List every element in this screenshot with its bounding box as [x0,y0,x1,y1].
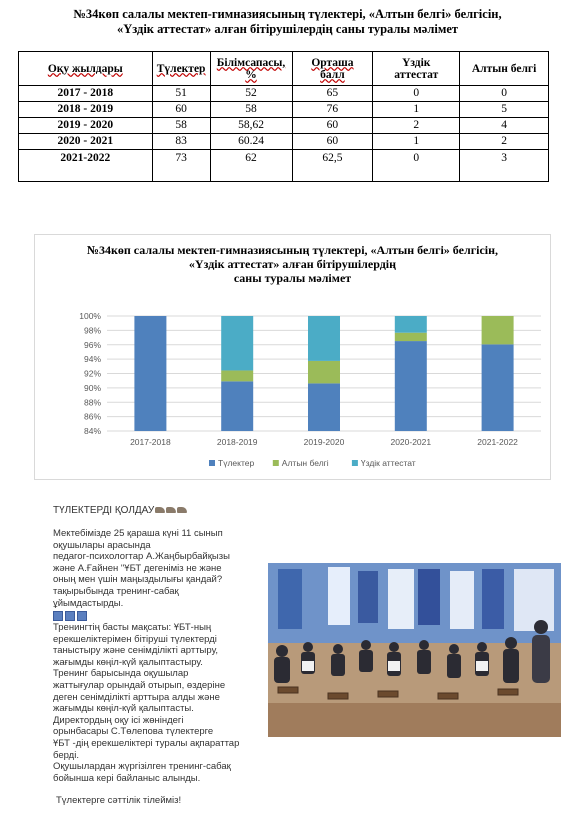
col-header-average-score: Орташа балл [292,52,373,86]
chart-title-line1: №34көп салалы мектеп-гимназиясының түлектері, «Алтын белгі» белгісін, [86,243,499,257]
y-tick-label: 92% [83,368,101,379]
table-cell: 65 [292,86,373,102]
shoe-icon [177,507,187,513]
bar-segment [221,316,253,370]
document-title-line2: «Үздік аттестат» алған бітірушілердің саны туралы мәлімет [116,22,459,36]
chart-title-line3: саны туралы мәлімет [233,271,352,285]
legend-label: Алтын белгі [281,458,329,468]
post-closing: Түлектерге сәттілік тілейміз! [56,795,182,806]
emoji-row [53,611,89,623]
table-header-row [19,52,549,86]
table-cell: 2020 - 2021 [19,134,153,150]
post-line: жағымды көңіл-күй қалыптасты. [53,703,194,715]
col-header-years: Оқу жылдары [19,52,153,86]
post-line: Директордың оқу ісі жөніндегі [53,714,184,726]
table-cell: 1 [373,102,460,118]
y-tick-label: 84% [83,426,101,436]
post-line: және А.Ғайнен "ҰБТ дегеніміз не және [53,562,222,574]
post-heading: ТҮЛЕКТЕРДІ ҚОЛДАУ [53,505,187,517]
post-line: оның мен үшін маңыздылығы қандай? [53,574,223,586]
table-cell: 2021-2022 [19,150,153,182]
table-row [19,118,549,134]
table-cell: 1 [373,134,460,150]
shoe-icon [155,507,165,513]
col-header-gold-medal: Алтын белгі [460,52,549,86]
stacked-bar-chart [34,234,551,480]
post-line: ұйымдастырды. [53,597,124,609]
table-cell: 3 [460,150,549,182]
graduates-table [18,51,549,182]
post-line: Тренингтің басты мақсаты: ҰБТ-ның [53,622,212,633]
number-emoji-icon [65,611,75,621]
post-line: оқушылары арасында [53,539,151,551]
y-tick-label: 90% [83,382,101,393]
table-row [19,86,549,102]
table-cell: 73 [152,150,210,182]
legend-label: Түлектер [218,458,255,468]
table-row [19,102,549,118]
legend-swatch [352,460,358,466]
table-cell: 4 [460,118,549,134]
y-tick-label: 100% [79,311,101,321]
col-header-graduates: Түлектер [152,52,210,86]
table-cell: 83 [152,134,210,150]
table-cell: 2018 - 2019 [19,102,153,118]
y-tick-label: 94% [83,354,101,365]
x-tick-label: 2018-2019 [216,437,258,447]
bar-segment [308,316,340,361]
table-cell: 0 [373,86,460,102]
table-cell: 58 [152,118,210,134]
post-line: ерекшеліктерімен бітіруші түлектерді [53,633,217,645]
bar-segment [134,316,166,431]
table-cell: 60.24 [210,134,292,150]
table-cell: 5 [460,102,549,118]
x-tick-label: 2019-2020 [303,437,345,447]
post-paragraph-1 [53,528,230,609]
table-cell: 60 [152,102,210,118]
shoe-icon [166,507,176,513]
post-line: берді. [53,749,79,761]
post-line: Тренинг барысында оқушылар [53,668,189,680]
table-cell: 0 [460,86,549,102]
post-line: деген сенімділікті арттыра алды және [53,691,220,703]
y-tick-label: 96% [83,339,101,350]
x-tick-label: 2020-2021 [390,437,432,447]
chart-plot [35,235,550,479]
y-tick-label: 98% [83,325,101,336]
bar-segment [395,341,427,431]
table-cell: 76 [292,102,373,118]
x-tick-label: 2021-2022 [477,437,518,447]
classroom-photo-illustration [268,563,561,737]
post-line: жаттығулар орындай отырып, өздеріне [53,679,226,691]
x-tick-label: 2017-2018 [130,437,171,447]
table-cell: 58 [210,102,292,118]
number-emoji-icon [77,611,87,621]
bar-segment [221,381,253,431]
number-emoji-icon [53,611,63,621]
table-cell: 60 [292,118,373,134]
post-line: тақырыбында тренинг-сабақ [53,585,179,597]
post-line: Оқушылардан жүргізілген тренинг-сабақ [53,761,231,773]
bar-segment [221,370,253,381]
y-tick-label: 88% [83,397,101,408]
post-line: Мектебімізде 25 қараша күні 11 сынып [53,528,223,539]
post-line: жағымды көңіл-күй қалыптастыру. [53,656,203,668]
chart-title-line2: «Үздік аттестат» алған бітірушілердің [188,257,397,271]
bar-segment [482,344,514,431]
post-line: бойынша кері байланыс алынды. [53,772,201,784]
legend-swatch [273,460,279,466]
bar-segment [308,383,340,431]
table-cell: 60 [292,134,373,150]
bar-segment [308,361,340,383]
table-cell: 2019 - 2020 [19,118,153,134]
table-cell: 62,5 [292,150,373,182]
bar-segment [395,316,427,333]
bar-segment [482,316,514,344]
table-cell: 62 [210,150,292,182]
table-cell: 2 [460,134,549,150]
y-tick-label: 86% [83,411,101,422]
table-cell: 2 [373,118,460,134]
post-line: орынбасары С.Төлепова түлектерге [53,726,214,738]
col-header-quality: Білімсапасы, % [210,52,292,86]
table-row [19,150,549,182]
post-line: педагог-психологтар А.Жаңбырбайқызы [53,551,230,563]
post-line: ҰБТ -дің ерекшеліктері туралы ақпараттар [53,737,240,749]
post-line: таныстыру және сенімділікті арттыру, [53,645,219,657]
col-header-excellent-cert: Үздік аттестат [373,52,460,86]
legend-label: Үздік аттестат [360,458,416,468]
table-cell: 51 [152,86,210,102]
table-cell: 0 [373,150,460,182]
table-row [19,134,549,150]
table-cell: 52 [210,86,292,102]
table-cell: 58,62 [210,118,292,134]
post-paragraph-2 [53,622,239,784]
table-cell: 2017 - 2018 [19,86,153,102]
document-title-line1: №34көп салалы мектеп-гимназиясының түлектері, «Алтын белгі» белгісін, [73,7,502,21]
bar-segment [395,333,427,341]
legend-swatch [209,460,215,466]
training-session-photo [268,563,561,737]
